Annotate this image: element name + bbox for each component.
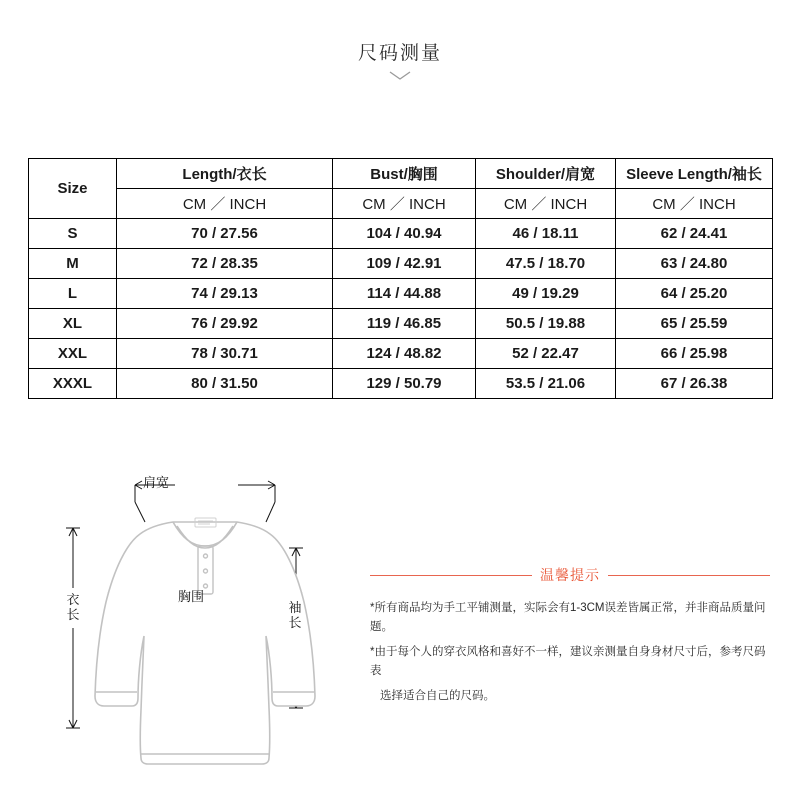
cell-sleeve: 64 / 25.20: [616, 279, 773, 309]
tips-line-1: *所有商品均为手工平铺测量，实际会有1-3CM误差皆属正常，并非商品质量问题。: [370, 602, 766, 633]
page-title-block: [0, 0, 800, 81]
table-header-row: [29, 159, 773, 189]
tips-body: [370, 599, 770, 706]
table-row: [29, 309, 773, 339]
tips-block: [370, 565, 770, 712]
table-row: [29, 339, 773, 369]
tips-rule-left: [370, 575, 532, 576]
cell-sleeve: 66 / 25.98: [616, 339, 773, 369]
cell-shoulder: 53.5 / 21.06: [476, 369, 616, 399]
cell-length: 76 / 29.92: [117, 309, 333, 339]
label-length: 衣长: [66, 592, 80, 622]
cell-shoulder: 52 / 22.47: [476, 339, 616, 369]
tips-header: [370, 565, 770, 585]
cell-shoulder: 50.5 / 19.88: [476, 309, 616, 339]
cell-size: XXL: [29, 339, 117, 369]
cell-length: 78 / 30.71: [117, 339, 333, 369]
size-table-wrapper: [28, 158, 772, 399]
header-bust: Bust/胸围: [333, 159, 476, 189]
cell-bust: 119 / 46.85: [333, 309, 476, 339]
cell-size: S: [29, 219, 117, 249]
cell-bust: 124 / 48.82: [333, 339, 476, 369]
cell-bust: 109 / 42.91: [333, 249, 476, 279]
cell-bust: 104 / 40.94: [333, 219, 476, 249]
cell-shoulder: 46 / 18.11: [476, 219, 616, 249]
header-length: Length/衣长: [117, 159, 333, 189]
cell-length: 70 / 27.56: [117, 219, 333, 249]
cell-size: L: [29, 279, 117, 309]
size-table: [28, 158, 773, 399]
table-row: [29, 279, 773, 309]
cell-bust: 129 / 50.79: [333, 369, 476, 399]
cell-shoulder: 49 / 19.29: [476, 279, 616, 309]
caret-down-icon: [0, 71, 800, 81]
label-sleeve: 袖长: [288, 600, 302, 630]
header-shoulder: Shoulder/肩宽: [476, 159, 616, 189]
page-title: 尺码测量: [357, 43, 442, 64]
table-unit-row: [29, 189, 773, 219]
cell-shoulder: 47.5 / 18.70: [476, 249, 616, 279]
unit-sleeve: CM ／ INCH: [616, 189, 773, 219]
header-sleeve: Sleeve Length/袖长: [616, 159, 773, 189]
table-row: [29, 219, 773, 249]
label-shoulder: 肩宽: [143, 475, 170, 490]
cell-size: XXXL: [29, 369, 117, 399]
cell-length: 80 / 31.50: [117, 369, 333, 399]
label-bust: 胸围: [178, 589, 205, 604]
cell-length: 74 / 29.13: [117, 279, 333, 309]
cell-size: M: [29, 249, 117, 279]
cell-length: 72 / 28.35: [117, 249, 333, 279]
garment-diagram: [40, 440, 370, 770]
table-row: [29, 369, 773, 399]
cell-sleeve: 63 / 24.80: [616, 249, 773, 279]
unit-length: CM ／ INCH: [117, 189, 333, 219]
unit-bust: CM ／ INCH: [333, 189, 476, 219]
header-size: Size: [29, 159, 117, 219]
tips-line-2: *由于每个人的穿衣风格和喜好不一样，建议亲测量自身身材尺寸后，参考尺码表: [370, 646, 766, 677]
unit-shoulder: CM ／ INCH: [476, 189, 616, 219]
tips-rule-right: [608, 575, 770, 576]
cell-size: XL: [29, 309, 117, 339]
cell-sleeve: 62 / 24.41: [616, 219, 773, 249]
garment-svg: [40, 440, 370, 770]
tips-line-3: 选择适合自己的尺码。: [380, 690, 495, 702]
tips-title: 温馨提示: [540, 567, 600, 583]
cell-sleeve: 67 / 26.38: [616, 369, 773, 399]
cell-sleeve: 65 / 25.59: [616, 309, 773, 339]
table-row: [29, 249, 773, 279]
cell-bust: 114 / 44.88: [333, 279, 476, 309]
